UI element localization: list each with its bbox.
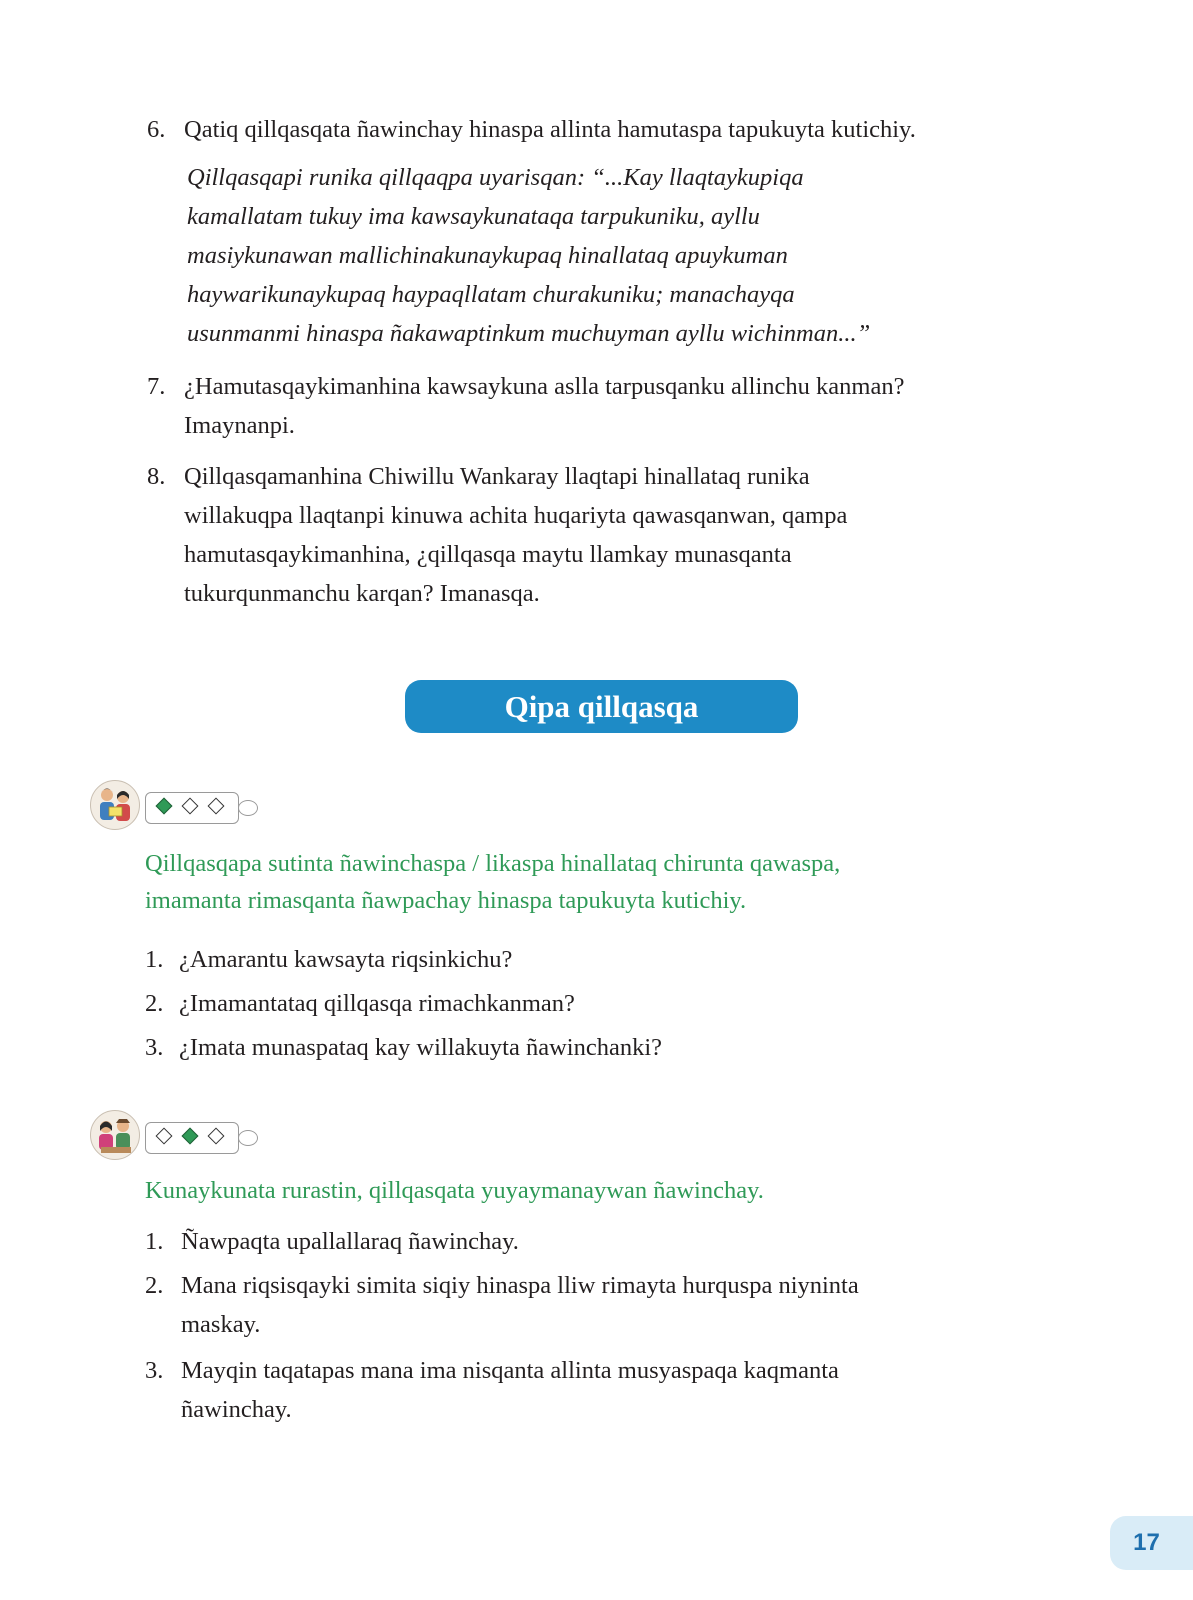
question-text: ¿Imata munaspataq kay willakuyta ñawinchanki? — [179, 1034, 663, 1061]
activity-1-instruction — [145, 845, 840, 919]
children-writing-icon — [90, 1110, 140, 1160]
instruction-line: Qillqasqapa sutinta ñawinchaspa / likaspa hinallataq chirunta qawaspa, — [145, 850, 841, 877]
activity-2-instruction: Kunaykunata rurastin, qillqasqata yuyaymanaywan ñawinchay. — [145, 1177, 764, 1204]
quote-line: usunmanmi hinaspa ñakawaptinkum muchuyman ayllu wichinman...” — [187, 320, 871, 347]
question-number: 6. — [147, 116, 166, 143]
level-diamond-empty-icon — [182, 798, 199, 815]
question-text: Imaynanpi. — [184, 412, 295, 439]
quote-line: masiykunawan mallichinakunaykupaq hinallataq apuykuman — [187, 242, 788, 269]
question-number: 7. — [147, 373, 166, 400]
question-number: 3. — [145, 1034, 164, 1061]
level-diamond-empty-icon — [156, 1128, 173, 1145]
question-number: 8. — [147, 463, 166, 490]
question-text: maskay. — [181, 1311, 261, 1338]
level-diamond-filled-icon — [182, 1128, 199, 1145]
question-text: Mana riqsisqayki simita siqiy hinaspa lliw rimayta hurquspa niyninta — [181, 1272, 859, 1299]
children-reading-icon — [90, 780, 140, 830]
question-text: ¿Amarantu kawsayta riqsinkichu? — [179, 946, 513, 973]
level-tag-hole-icon — [238, 800, 258, 816]
question-text: hamutasqaykimanhina, ¿qillqasqa maytu llamkay munasqanta — [184, 541, 792, 568]
quote-line: haywarikunaykupaq haypaqllatam churakuniku; manachayqa — [187, 281, 795, 308]
difficulty-level-indicator — [145, 792, 239, 824]
quote-line: Qillqasqapi runika qillqaqpa uyarisqan: “...Kay llaqtaykupiqa — [187, 164, 804, 191]
question-text: ¿Imamantataq qillqasqa rimachkanman? — [179, 990, 575, 1017]
quote-block — [187, 158, 870, 353]
question-text: Qatiq qillqasqata ñawinchay hinaspa allinta hamutaspa tapukuyta kutichiy. — [184, 116, 916, 143]
question-text: willakuqpa llaqtanpi kinuwa achita huqariyta qawasqanwan, qampa — [184, 502, 848, 529]
quote-line: kamallatam tukuy ima kawsaykunataqa tarpukuniku, ayllu — [187, 203, 760, 230]
question-number: 1. — [145, 1228, 164, 1255]
question-text: Mayqin taqatapas mana ima nisqanta allinta musyaspaqa kaqmanta — [181, 1357, 839, 1384]
level-tag-hole-icon — [238, 1130, 258, 1146]
question-text: tukurqunmanchu karqan? Imanasqa. — [184, 580, 540, 607]
question-text: Qillqasqamanhina Chiwillu Wankaray llaqtapi hinallataq runika — [184, 463, 810, 490]
level-diamond-empty-icon — [208, 1128, 225, 1145]
level-diamond-empty-icon — [208, 798, 225, 815]
question-text: ñawinchay. — [181, 1396, 292, 1423]
instruction-line: imamanta rimasqanta ñawpachay hinaspa tapukuyta kutichiy. — [145, 887, 747, 914]
question-number: 2. — [145, 1272, 164, 1299]
page-number: 17 — [1110, 1516, 1193, 1570]
question-number: 3. — [145, 1357, 164, 1384]
level-diamond-filled-icon — [156, 798, 173, 815]
difficulty-level-indicator — [145, 1122, 239, 1154]
question-number: 1. — [145, 946, 164, 973]
question-text: Ñawpaqta upallallaraq ñawinchay. — [181, 1228, 519, 1255]
question-number: 2. — [145, 990, 164, 1017]
section-title: Qipa qillqasqa — [405, 680, 798, 733]
question-text: ¿Hamutasqaykimanhina kawsaykuna aslla tarpusqanku allinchu kanman? — [184, 373, 905, 400]
